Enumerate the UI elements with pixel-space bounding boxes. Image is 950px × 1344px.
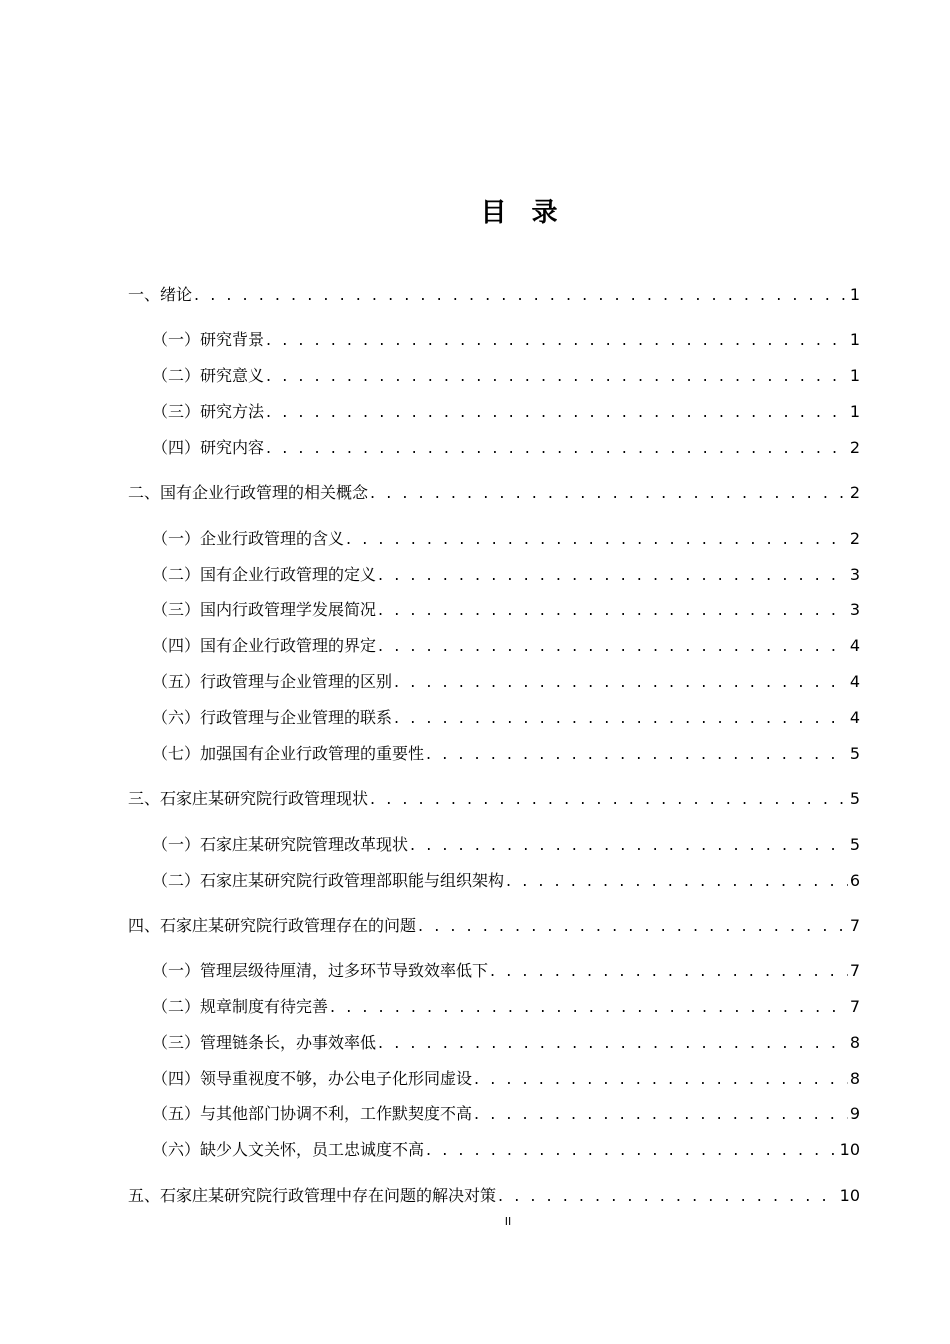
toc-entry-label: （一）企业行政管理的含义 (152, 529, 345, 548)
toc-page-number: 10 (839, 1186, 860, 1205)
toc-entry-section[interactable] (152, 1068, 860, 1090)
toc-dot-leader (378, 635, 848, 657)
toc-entry-label: （五）与其他部门协调不利，工作默契度不高 (152, 1104, 473, 1123)
toc-page-number: 2 (849, 529, 860, 548)
toc-page-number: 7 (849, 961, 860, 980)
toc-dot-leader (498, 1185, 838, 1207)
toc-dot-leader (378, 1032, 848, 1054)
toc-dot-leader (266, 437, 848, 459)
toc-page-number: 8 (849, 1033, 860, 1052)
toc-page-number: 4 (849, 636, 860, 655)
toc-entry-label: （五）行政管理与企业管理的区别 (152, 672, 393, 691)
toc-page-number: 3 (849, 600, 860, 619)
toc-entry-label: 五、石家庄某研究院行政管理中存在问题的解决对策 (128, 1186, 497, 1205)
toc-page-number: 10 (839, 1140, 860, 1159)
toc-dot-leader (370, 482, 848, 504)
toc-dot-leader (394, 671, 848, 693)
toc-dot-leader (394, 707, 848, 729)
toc-entry-label: （六）缺少人文关怀，员工忠诚度不高 (152, 1140, 425, 1159)
toc-dot-leader (418, 915, 848, 937)
toc-dot-leader (266, 401, 848, 423)
toc-entry-label: （二）规章制度有待完善 (152, 997, 329, 1016)
toc-entry-section[interactable] (152, 528, 860, 550)
toc-entry-label: （七）加强国有企业行政管理的重要性 (152, 744, 425, 763)
toc-entry-section[interactable] (152, 707, 860, 729)
toc-entry-label: （四）领导重视度不够，办公电子化形同虚设 (152, 1069, 473, 1088)
toc-entry-chapter-1[interactable] (128, 284, 860, 306)
toc-entry-section[interactable] (152, 1139, 860, 1161)
toc-dot-leader (426, 743, 848, 765)
toc-dot-leader (490, 960, 848, 982)
toc-dot-leader (426, 1139, 838, 1161)
toc-dot-leader (474, 1103, 848, 1125)
toc-entry-label: （二）国有企业行政管理的定义 (152, 565, 377, 584)
toc-page-number: 5 (849, 835, 860, 854)
toc-entry-chapter-4[interactable] (128, 915, 860, 937)
toc-page-number: 8 (849, 1069, 860, 1088)
toc-entry-section[interactable] (152, 564, 860, 586)
toc-entry-label: （三）国内行政管理学发展简况 (152, 600, 377, 619)
toc-entry-section[interactable] (152, 1103, 860, 1125)
toc-page-number: 1 (849, 402, 860, 421)
toc-entry-section[interactable] (152, 834, 860, 856)
toc-entry-label: （一）研究背景 (152, 330, 265, 349)
toc-page-number: 4 (849, 672, 860, 691)
toc-page-number: 2 (849, 483, 860, 502)
toc-entry-section[interactable] (152, 437, 860, 459)
toc-dot-leader (266, 329, 848, 351)
toc-page-number: 3 (849, 565, 860, 584)
toc-entry-label: （一）石家庄某研究院管理改革现状 (152, 835, 409, 854)
toc-entry-label: 四、石家庄某研究院行政管理存在的问题 (128, 916, 417, 935)
toc-entry-label: （三）研究方法 (152, 402, 265, 421)
toc-entry-label: （二）研究意义 (152, 366, 265, 385)
toc-entry-section[interactable] (152, 870, 860, 892)
toc-dot-leader (194, 284, 848, 306)
toc-entry-section[interactable] (152, 960, 860, 982)
toc-entry-label: （四）研究内容 (152, 438, 265, 457)
toc-dot-leader (378, 599, 848, 621)
toc-page-number: 2 (849, 438, 860, 457)
toc-page-number: 9 (849, 1104, 860, 1123)
toc-dot-leader (346, 528, 848, 550)
toc-page-number: 1 (849, 285, 860, 304)
toc-entry-section[interactable] (152, 743, 860, 765)
toc-entry-label: （四）国有企业行政管理的界定 (152, 636, 377, 655)
toc-entry-section[interactable] (152, 329, 860, 351)
toc-entry-section[interactable] (152, 996, 860, 1018)
toc-dot-leader (410, 834, 848, 856)
toc-dot-leader (266, 365, 848, 387)
toc-page-number: 5 (849, 789, 860, 808)
toc-dot-leader (378, 564, 848, 586)
toc-page-number: 7 (849, 997, 860, 1016)
toc-entry-label: （六）行政管理与企业管理的联系 (152, 708, 393, 727)
toc-dot-leader (370, 788, 848, 810)
toc-entry-chapter-2[interactable] (128, 482, 860, 504)
toc-page-number: 4 (849, 708, 860, 727)
toc-dot-leader (330, 996, 848, 1018)
toc-dot-leader (474, 1068, 848, 1090)
toc-entry-chapter-5[interactable] (128, 1185, 860, 1207)
toc-dot-leader (506, 870, 848, 892)
toc-title: 目 录 (480, 198, 566, 228)
toc-entry-section[interactable] (152, 635, 860, 657)
page-footer-number: II (504, 1215, 512, 1228)
toc-page-number: 5 (849, 744, 860, 763)
toc-page-number: 7 (849, 916, 860, 935)
toc-entry-label: （二）石家庄某研究院行政管理部职能与组织架构 (152, 871, 505, 890)
toc-entry-section[interactable] (152, 1032, 860, 1054)
toc-page-number: 6 (849, 871, 860, 890)
toc-entry-section[interactable] (152, 401, 860, 423)
toc-entry-label: 二、国有企业行政管理的相关概念 (128, 483, 369, 502)
toc-entry-section[interactable] (152, 671, 860, 693)
toc-entry-label: 一、绪论 (128, 285, 193, 304)
toc-entry-chapter-3[interactable] (128, 788, 860, 810)
toc-page-number: 1 (849, 366, 860, 385)
toc-entry-label: 三、石家庄某研究院行政管理现状 (128, 789, 369, 808)
toc-entry-label: （一）管理层级待厘清，过多环节导致效率低下 (152, 961, 489, 980)
toc-page-number: 1 (849, 330, 860, 349)
toc-entry-section[interactable] (152, 365, 860, 387)
toc-entry-label: （三）管理链条长，办事效率低 (152, 1033, 377, 1052)
toc-entry-section[interactable] (152, 599, 860, 621)
